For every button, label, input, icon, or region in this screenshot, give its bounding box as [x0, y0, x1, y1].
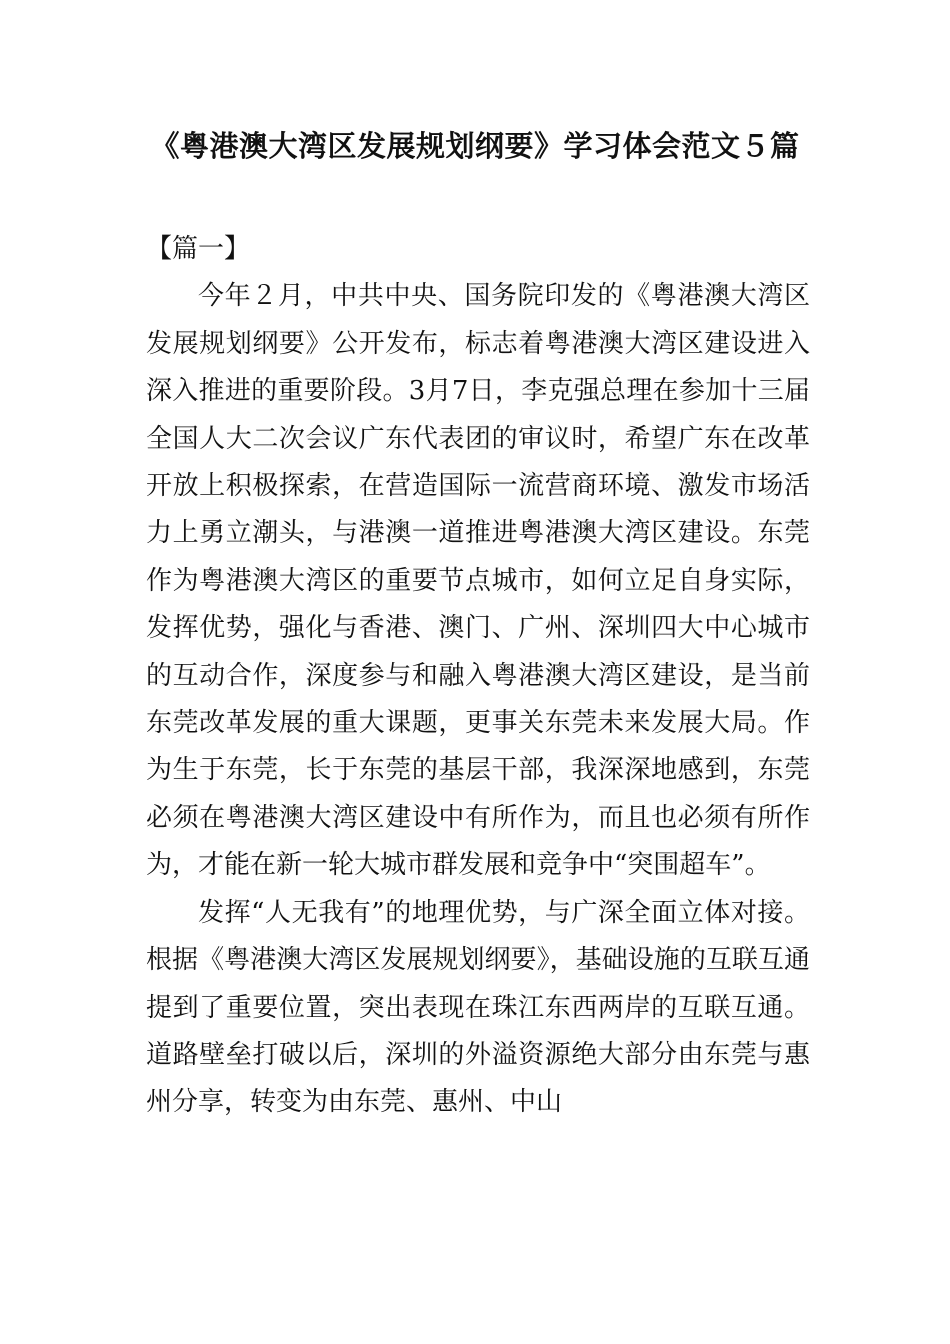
paragraph-2: 发挥“人无我有”的地理优势，与广深全面立体对接。根据《粤港澳大湾区发展规划纲要》，基础设施的互联互通提到了重要位置，突出表现在珠江东西两岸的互联互通。道路壁垒打破以后，深圳的外溢资源绝大部分由东莞与惠州分享，转变为由东莞、惠州、中山 — [146, 897, 810, 1118]
paragraph-1: 今年２月，中共中央、国务院印发的《粤港澳大湾区发展规划纲要》公开发布，标志着粤港澳大湾区建设进入深入推进的重要阶段。3月7日，李克强总理在参加十三届全国人大二次会议广东代表团的审议时，希望广东在改革开放上积极探索，在营造国际一流营商环境、激发市场活力上勇立潮头，与港澳一道推进粤港澳大湾区建设。东莞作为粤港澳大湾区的重要节点城市，如何立足自身实际，发挥优势，强化与香港、澳门、广州、深圳四大中心城市的互动合作，深度参与和融入粤港澳大湾区建设，是当前东莞改革发展的重大课题，更事关东莞未来发展大局。作为生于东莞，长于东莞的基层干部，我深深地感到，东莞必须在粤港澳大湾区建设中有所作为，而且也必须有所作为，才能在新一轮大城市群发展和竞争中“突围超车”。 — [146, 281, 810, 881]
document-body — [146, 226, 810, 1127]
section-heading: 【篇一】 — [146, 234, 251, 264]
document-title: 《粤港澳大湾区发展规划纲要》学习体会范文５篇 — [150, 129, 800, 163]
